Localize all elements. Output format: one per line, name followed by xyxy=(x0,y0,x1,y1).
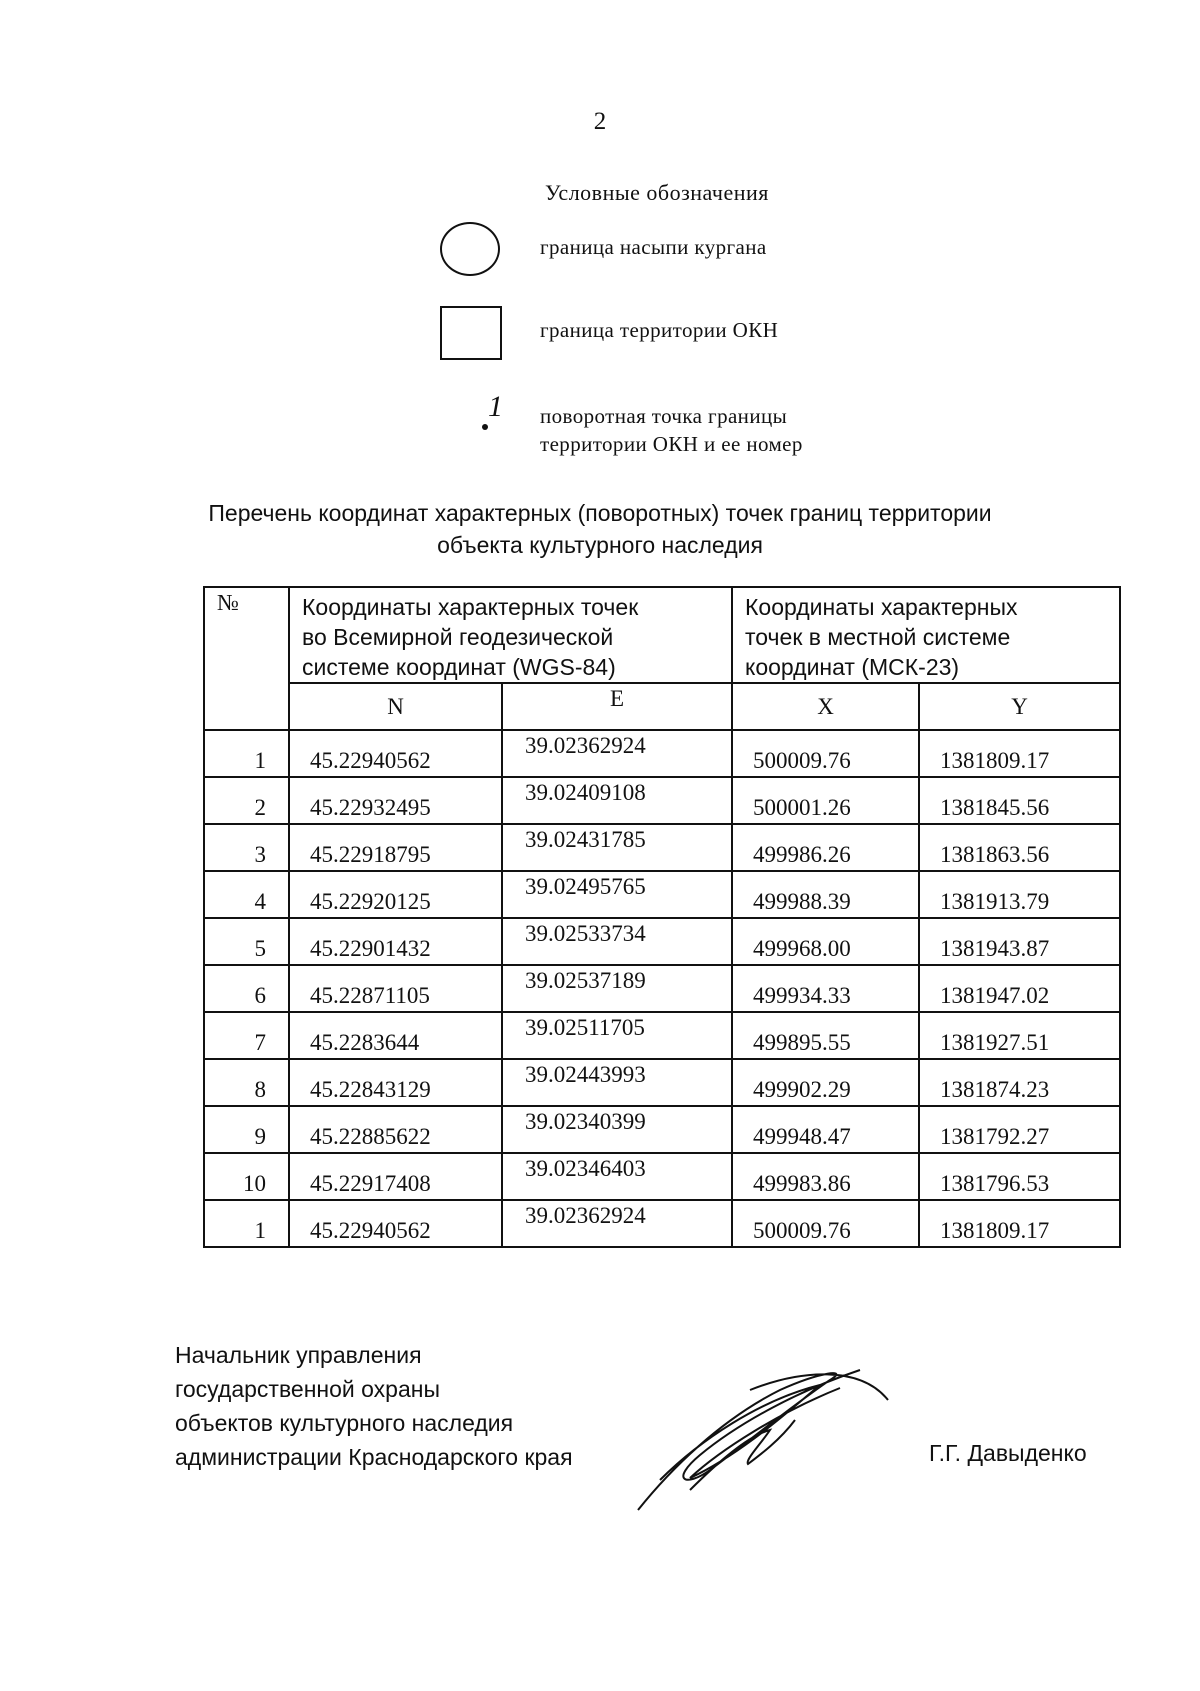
row-number xyxy=(204,1106,289,1153)
cell-e-value: 39.02409108 xyxy=(525,780,646,805)
cell-x xyxy=(732,1106,919,1153)
row-number-value: 4 xyxy=(254,889,266,914)
row-number-value: 5 xyxy=(254,936,266,961)
table-row xyxy=(204,965,1120,1012)
signature-position xyxy=(175,1338,573,1474)
cell-n-value: 45.22932495 xyxy=(310,795,431,820)
row-number-value: 2 xyxy=(254,795,266,820)
cell-y-value: 1381863.56 xyxy=(940,842,1050,867)
cell-y-value: 1381943.87 xyxy=(940,936,1050,961)
header-line: системе координат (WGS-84) xyxy=(302,654,616,680)
legend-item-label: граница насыпи кургана xyxy=(540,235,767,259)
turning-point-marker: 1 xyxy=(488,390,503,423)
header-line: Координаты характерных точек xyxy=(302,594,639,620)
row-number-value: 7 xyxy=(254,1030,266,1055)
table-row xyxy=(204,871,1120,918)
row-number-value: 8 xyxy=(254,1077,266,1102)
cell-x-value: 500009.76 xyxy=(753,748,851,773)
cell-e-value: 39.02443993 xyxy=(525,1062,646,1087)
cell-n-value: 45.22901432 xyxy=(310,936,431,961)
cell-e-value: 39.02511705 xyxy=(525,1015,645,1040)
cell-n-value: 45.2283644 xyxy=(310,1030,420,1055)
cell-e xyxy=(502,1059,732,1106)
cell-n xyxy=(289,1059,502,1106)
cell-y-value: 1381792.27 xyxy=(940,1124,1050,1149)
row-number xyxy=(204,918,289,965)
table-row xyxy=(204,1012,1120,1059)
turning-point-icon xyxy=(440,390,503,448)
cell-e xyxy=(502,824,732,871)
cell-y xyxy=(919,871,1120,918)
cell-x xyxy=(732,777,919,824)
cell-y xyxy=(919,1059,1120,1106)
header-line: во Всемирной геодезической xyxy=(302,624,614,650)
cell-x-value: 499948.47 xyxy=(753,1124,851,1149)
cell-y xyxy=(919,918,1120,965)
cell-n-value: 45.22940562 xyxy=(310,748,431,773)
legend-item-label: граница территории ОКН xyxy=(540,318,779,342)
row-number xyxy=(204,1153,289,1200)
cell-y-value: 1381845.56 xyxy=(940,795,1050,820)
cell-y xyxy=(919,1012,1120,1059)
header-wgs-group xyxy=(289,587,732,683)
cell-y-value: 1381796.53 xyxy=(940,1171,1050,1196)
legend-item-line: поворотная точка границы xyxy=(540,404,788,428)
table-row xyxy=(204,1106,1120,1153)
cell-n xyxy=(289,918,502,965)
row-number-value: 6 xyxy=(254,983,266,1008)
cell-e xyxy=(502,1153,732,1200)
row-number xyxy=(204,871,289,918)
cell-y-value: 1381809.17 xyxy=(940,1218,1050,1243)
cell-e-value: 39.02431785 xyxy=(525,827,646,852)
cell-y-value: 1381927.51 xyxy=(940,1030,1050,1055)
signer-name: Г.Г. Давыденко xyxy=(929,1440,1087,1466)
cell-e xyxy=(502,965,732,1012)
point-dot xyxy=(482,424,488,430)
cell-n xyxy=(289,730,502,777)
cell-x xyxy=(732,965,919,1012)
position-line: государственной охраны xyxy=(175,1376,440,1402)
cell-n-value: 45.22885622 xyxy=(310,1124,431,1149)
cell-n-value: 45.22920125 xyxy=(310,889,431,914)
cell-e-value: 39.02362924 xyxy=(525,733,646,758)
cell-n-value: 45.22843129 xyxy=(310,1077,431,1102)
row-number xyxy=(204,965,289,1012)
row-number-value: 1 xyxy=(254,748,266,773)
cell-x-value: 499895.55 xyxy=(753,1030,851,1055)
legend-title: Условные обозначения xyxy=(545,180,769,205)
table-row xyxy=(204,918,1120,965)
cell-n-value: 45.22871105 xyxy=(310,983,430,1008)
header-n xyxy=(289,683,502,730)
table-row xyxy=(204,1059,1120,1106)
cell-e xyxy=(502,777,732,824)
position-line: Начальник управления xyxy=(175,1342,422,1368)
table-row xyxy=(204,1200,1120,1247)
cell-e xyxy=(502,730,732,777)
table-row xyxy=(204,1153,1120,1200)
position-line: объектов культурного наследия xyxy=(175,1410,514,1436)
list-title xyxy=(150,497,1050,561)
cell-x xyxy=(732,871,919,918)
row-number xyxy=(204,1059,289,1106)
cell-n-value: 45.22917408 xyxy=(310,1171,431,1196)
row-number-value: 9 xyxy=(254,1124,266,1149)
row-number xyxy=(204,1012,289,1059)
cell-e xyxy=(502,1200,732,1247)
cell-n xyxy=(289,824,502,871)
square-icon xyxy=(440,306,502,360)
cell-n xyxy=(289,1106,502,1153)
cell-y xyxy=(919,730,1120,777)
cell-n xyxy=(289,871,502,918)
cell-y xyxy=(919,824,1120,871)
cell-e xyxy=(502,1012,732,1059)
coordinates-table xyxy=(203,586,1121,1248)
header-y-label: Y xyxy=(1011,693,1028,719)
row-number xyxy=(204,1200,289,1247)
signature-stroke xyxy=(638,1370,888,1510)
header-n-label: N xyxy=(387,693,404,719)
cell-x xyxy=(732,918,919,965)
handwritten-signature xyxy=(630,1360,890,1520)
row-number-value: 10 xyxy=(243,1171,266,1196)
cell-n xyxy=(289,1153,502,1200)
table-row xyxy=(204,824,1120,871)
table-body xyxy=(204,730,1120,1247)
cell-x-value: 499934.33 xyxy=(753,983,851,1008)
header-msk-group xyxy=(732,587,1120,683)
position-line: администрации Краснодарского края xyxy=(175,1444,573,1470)
cell-e-value: 39.02533734 xyxy=(525,921,646,946)
cell-x xyxy=(732,730,919,777)
cell-n xyxy=(289,777,502,824)
list-title-line: объекта культурного наследия xyxy=(437,532,763,558)
cell-y-value: 1381809.17 xyxy=(940,748,1050,773)
cell-y xyxy=(919,777,1120,824)
cell-y xyxy=(919,1153,1120,1200)
cell-x-value: 499968.00 xyxy=(753,936,851,961)
row-number xyxy=(204,824,289,871)
cell-e-value: 39.02495765 xyxy=(525,874,646,899)
header-x-label: X xyxy=(817,693,834,719)
cell-e-value: 39.02340399 xyxy=(525,1109,646,1134)
cell-x xyxy=(732,1059,919,1106)
cell-n xyxy=(289,1012,502,1059)
cell-x xyxy=(732,1012,919,1059)
legend-item-label xyxy=(540,402,803,458)
cell-n xyxy=(289,1200,502,1247)
cell-y-value: 1381947.02 xyxy=(940,983,1050,1008)
row-number xyxy=(204,777,289,824)
cell-e-value: 39.02537189 xyxy=(525,968,646,993)
cell-y-value: 1381874.23 xyxy=(940,1077,1050,1102)
cell-n xyxy=(289,965,502,1012)
row-number-value: 3 xyxy=(254,842,266,867)
header-e-label: E xyxy=(609,685,625,711)
cell-e xyxy=(502,871,732,918)
cell-x-value: 500001.26 xyxy=(753,795,851,820)
row-number-value: 1 xyxy=(254,1218,266,1243)
cell-y xyxy=(919,1200,1120,1247)
list-title-line: Перечень координат характерных (поворотных) точек границ территории xyxy=(208,500,992,526)
cell-y xyxy=(919,965,1120,1012)
header-line: Координаты характерных xyxy=(745,594,1018,620)
header-line: точек в местной системе xyxy=(745,624,1011,650)
cell-x xyxy=(732,824,919,871)
table-row xyxy=(204,730,1120,777)
cell-x-value: 499983.86 xyxy=(753,1171,851,1196)
cell-y xyxy=(919,1106,1120,1153)
cell-x xyxy=(732,1153,919,1200)
cell-x-value: 499988.39 xyxy=(753,889,851,914)
header-e xyxy=(502,683,732,730)
header-y xyxy=(919,683,1120,730)
cell-e xyxy=(502,1106,732,1153)
header-x xyxy=(732,683,919,730)
cell-x xyxy=(732,1200,919,1247)
cell-n-value: 45.22940562 xyxy=(310,1218,431,1243)
table-row xyxy=(204,777,1120,824)
cell-x-value: 500009.76 xyxy=(753,1218,851,1243)
header-line: координат (МСК-23) xyxy=(745,654,960,680)
cell-e-value: 39.02362924 xyxy=(525,1203,646,1228)
cell-n-value: 45.22918795 xyxy=(310,842,431,867)
legend-item-line: территории ОКН и ее номер xyxy=(540,432,803,456)
cell-e xyxy=(502,918,732,965)
circle-icon xyxy=(440,222,500,276)
cell-e-value: 39.02346403 xyxy=(525,1156,646,1181)
page-number: 2 xyxy=(593,108,607,135)
cell-y-value: 1381913.79 xyxy=(940,889,1050,914)
cell-x-value: 499986.26 xyxy=(753,842,851,867)
row-number xyxy=(204,730,289,777)
header-number: № xyxy=(204,587,289,730)
cell-x-value: 499902.29 xyxy=(753,1077,851,1102)
